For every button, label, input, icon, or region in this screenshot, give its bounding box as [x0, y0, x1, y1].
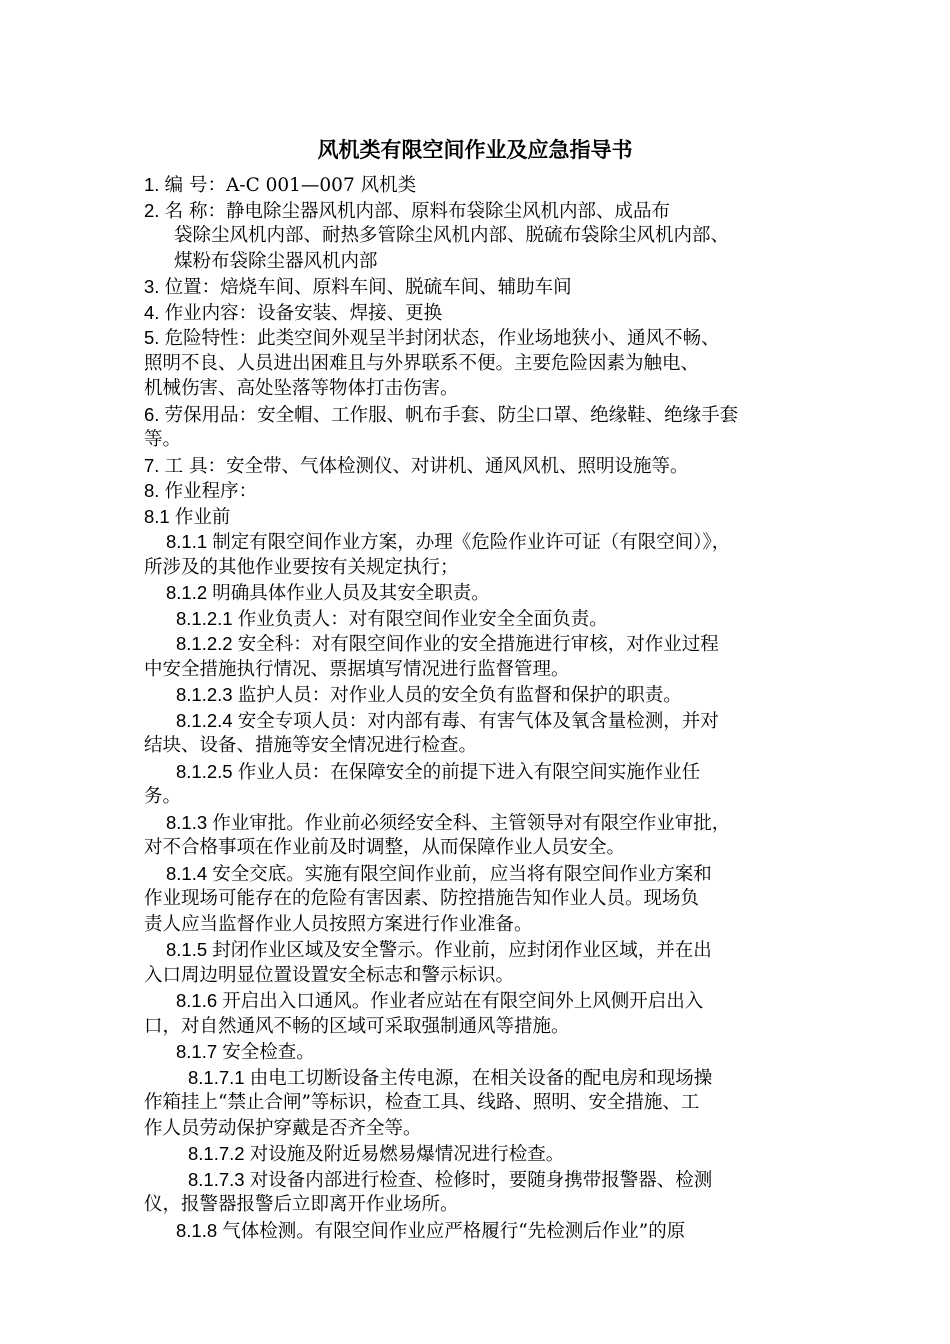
line-text: 袋除尘风机内部、耐热多管除尘风机内部、脱硫布袋除尘风机内部、 [174, 225, 730, 246]
text-line [144, 1014, 824, 1040]
text-line [144, 835, 824, 861]
line-text: 由电工切断设备主传电源，在相关设备的配电房和现场操 [249, 1067, 713, 1089]
section-number: 8.1 [144, 505, 175, 527]
line-text: 务。 [144, 786, 182, 807]
section-number: 5. [144, 327, 165, 348]
line-text: 照明不良、人员进出困难且与外界联系不便。主要危险因素为触电、 [144, 352, 700, 374]
line-text: 等。 [144, 429, 182, 450]
line-text: 作业现场可能存在的危险有害因素、防控措施告知作业人员。现场负 [144, 888, 700, 909]
line-text: 作业前 [174, 506, 231, 528]
text-line [144, 274, 824, 300]
text-line [144, 325, 824, 351]
section-number: 8.1.2.2 [176, 633, 238, 654]
line-text: 气体检测。有限空间作业应严格履行“先检测后作业”的原 [222, 1220, 686, 1242]
line-text: 位置：焙烧车间、原料车间、脱硫车间、辅助车间 [164, 277, 572, 298]
line-text: 所涉及的其他作业要按有关规定执行； [144, 556, 459, 578]
text-line [144, 478, 824, 504]
text-line [144, 198, 824, 224]
text-line [144, 708, 824, 734]
line-text: 煤粉布袋除尘器风机内部 [174, 250, 378, 272]
text-line [144, 963, 824, 989]
text-line [144, 912, 824, 938]
document-title: 风机类有限空间作业及应急指导书 [317, 138, 633, 162]
section-number: 1. [144, 174, 165, 195]
section-number: 8.1.1 [166, 531, 213, 552]
text-line [144, 606, 824, 632]
line-text: 封闭作业区域及安全警示。作业前，应封闭作业区域，并在出 [212, 940, 712, 961]
line-text: 危险特性：此类空间外观呈半封闭状态，作业场地狭小、通风不畅、 [164, 328, 720, 349]
text-line [144, 861, 824, 887]
text-line [144, 427, 824, 453]
text-line [144, 1116, 824, 1142]
section-number: 8.1.2.4 [176, 709, 238, 731]
line-text: 结块、设备、措施等安全情况进行检查。 [144, 735, 478, 756]
text-line [144, 172, 824, 198]
text-line [144, 402, 824, 428]
line-text: 劳保用品：安全帽、工作服、帆布手套、防尘口罩、绝缘鞋、绝缘手套 [164, 404, 739, 426]
text-line [144, 453, 824, 479]
section-number: 8.1.5 [166, 939, 213, 960]
line-text: 作业审批。作业前必须经安全科、主管领导对有限空作业审批， [212, 812, 731, 834]
text-line [144, 300, 824, 326]
text-line [144, 937, 824, 963]
text-line [144, 555, 824, 581]
section-number: 8.1.2 [166, 582, 213, 603]
text-line [144, 223, 824, 249]
line-text: 对不合格事项在作业前及时调整，从而保障作业人员安全。 [144, 837, 626, 858]
text-line [144, 580, 824, 606]
text-line [144, 376, 824, 402]
line-text: 明确具体作业人员及其安全职责。 [212, 583, 490, 604]
document-body [144, 172, 824, 1243]
text-line [144, 249, 824, 275]
text-line [144, 682, 824, 708]
text-line [144, 1065, 824, 1091]
section-number: 4. [144, 301, 165, 323]
text-line [144, 1141, 824, 1167]
section-number: 8.1.2.3 [176, 684, 238, 705]
line-text: 工 具：安全带、气体检测仪、对讲机、通风风机、照明设施等。 [164, 455, 689, 477]
section-number: 8.1.6 [176, 990, 223, 1011]
section-number: 2. [144, 199, 165, 221]
text-line [144, 529, 824, 555]
text-line [144, 657, 824, 683]
text-line [144, 1192, 824, 1218]
text-line [144, 1167, 824, 1193]
line-text: 仪，报警器报警后立即离开作业场所。 [144, 1194, 459, 1215]
section-number: 6. [144, 403, 165, 425]
text-line [144, 1090, 824, 1116]
section-number: 8. [144, 480, 165, 501]
text-line [144, 886, 824, 912]
text-line [144, 351, 824, 377]
section-number: 3. [144, 276, 165, 297]
text-line [144, 810, 824, 836]
line-text: 作业负责人：对有限空间作业安全全面负责。 [237, 608, 608, 630]
line-text: 作业程序： [164, 481, 258, 502]
line-text: 对设备内部进行检查、检修时，要随身携带报警器、检测 [249, 1169, 713, 1191]
section-number: 8.1.2.1 [176, 607, 238, 629]
line-text: 编 号：A-C 001—007 风机类 [164, 175, 417, 196]
section-number: 8.1.7 [176, 1041, 223, 1062]
text-line [144, 988, 824, 1014]
line-text: 口，对自然通风不畅的区域可采取强制通风等措施。 [144, 1015, 570, 1037]
section-number: 7. [144, 454, 165, 476]
line-text: 作人员劳动保护穿戴是否齐全等。 [144, 1117, 422, 1139]
text-line [144, 1218, 824, 1244]
text-line [144, 504, 824, 530]
line-text: 入口周边明显位置设置安全标志和警示标识。 [144, 964, 515, 986]
line-text: 中安全措施执行情况、票据填写情况进行监督管理。 [144, 658, 570, 680]
section-number: 8.1.4 [166, 862, 213, 884]
line-text: 安全专项人员：对内部有毒、有害气体及氧含量检测，并对 [237, 710, 719, 732]
text-line [144, 784, 824, 810]
section-number: 8.1.7.1 [188, 1066, 250, 1088]
text-line [144, 1039, 824, 1065]
line-text: 安全检查。 [222, 1042, 315, 1063]
line-text: 监护人员：对作业人员的安全负有监督和保护的职责。 [237, 685, 682, 706]
text-line [144, 733, 824, 759]
line-text: 责人应当监督作业人员按照方案进行作业准备。 [144, 913, 533, 935]
section-number: 8.1.7.2 [188, 1143, 250, 1164]
line-text: 作业人员：在保障安全的前提下进入有限空间实施作业任 [237, 761, 701, 783]
line-text: 作业内容：设备安装、焊接、更换 [164, 302, 443, 324]
line-text: 名 称：静电除尘器风机内部、原料布袋除尘风机内部、成品布 [164, 200, 670, 222]
line-text: 安全科：对有限空间作业的安全措施进行审核，对作业过程 [237, 634, 719, 655]
line-text: 制定有限空间作业方案，办理《危险作业许可证（有限空间）》， [212, 532, 731, 553]
section-number: 8.1.8 [176, 1219, 223, 1241]
line-text: 开启出入口通风。作业者应站在有限空间外上风侧开启出入 [222, 991, 704, 1012]
text-line [144, 759, 824, 785]
line-text: 作箱挂上“禁止合闸”等标识，检查工具、线路、照明、安全措施、工 [144, 1092, 700, 1113]
section-number: 8.1.3 [166, 811, 213, 833]
line-text: 安全交底。实施有限空间作业前，应当将有限空间作业方案和 [212, 863, 712, 885]
line-text: 对设施及附近易燃易爆情况进行检查。 [249, 1144, 565, 1165]
section-number: 8.1.2.5 [176, 760, 238, 782]
text-line [144, 631, 824, 657]
line-text: 机械伤害、高处坠落等物体打击伤害。 [144, 378, 459, 399]
section-number: 8.1.7.3 [188, 1168, 250, 1190]
